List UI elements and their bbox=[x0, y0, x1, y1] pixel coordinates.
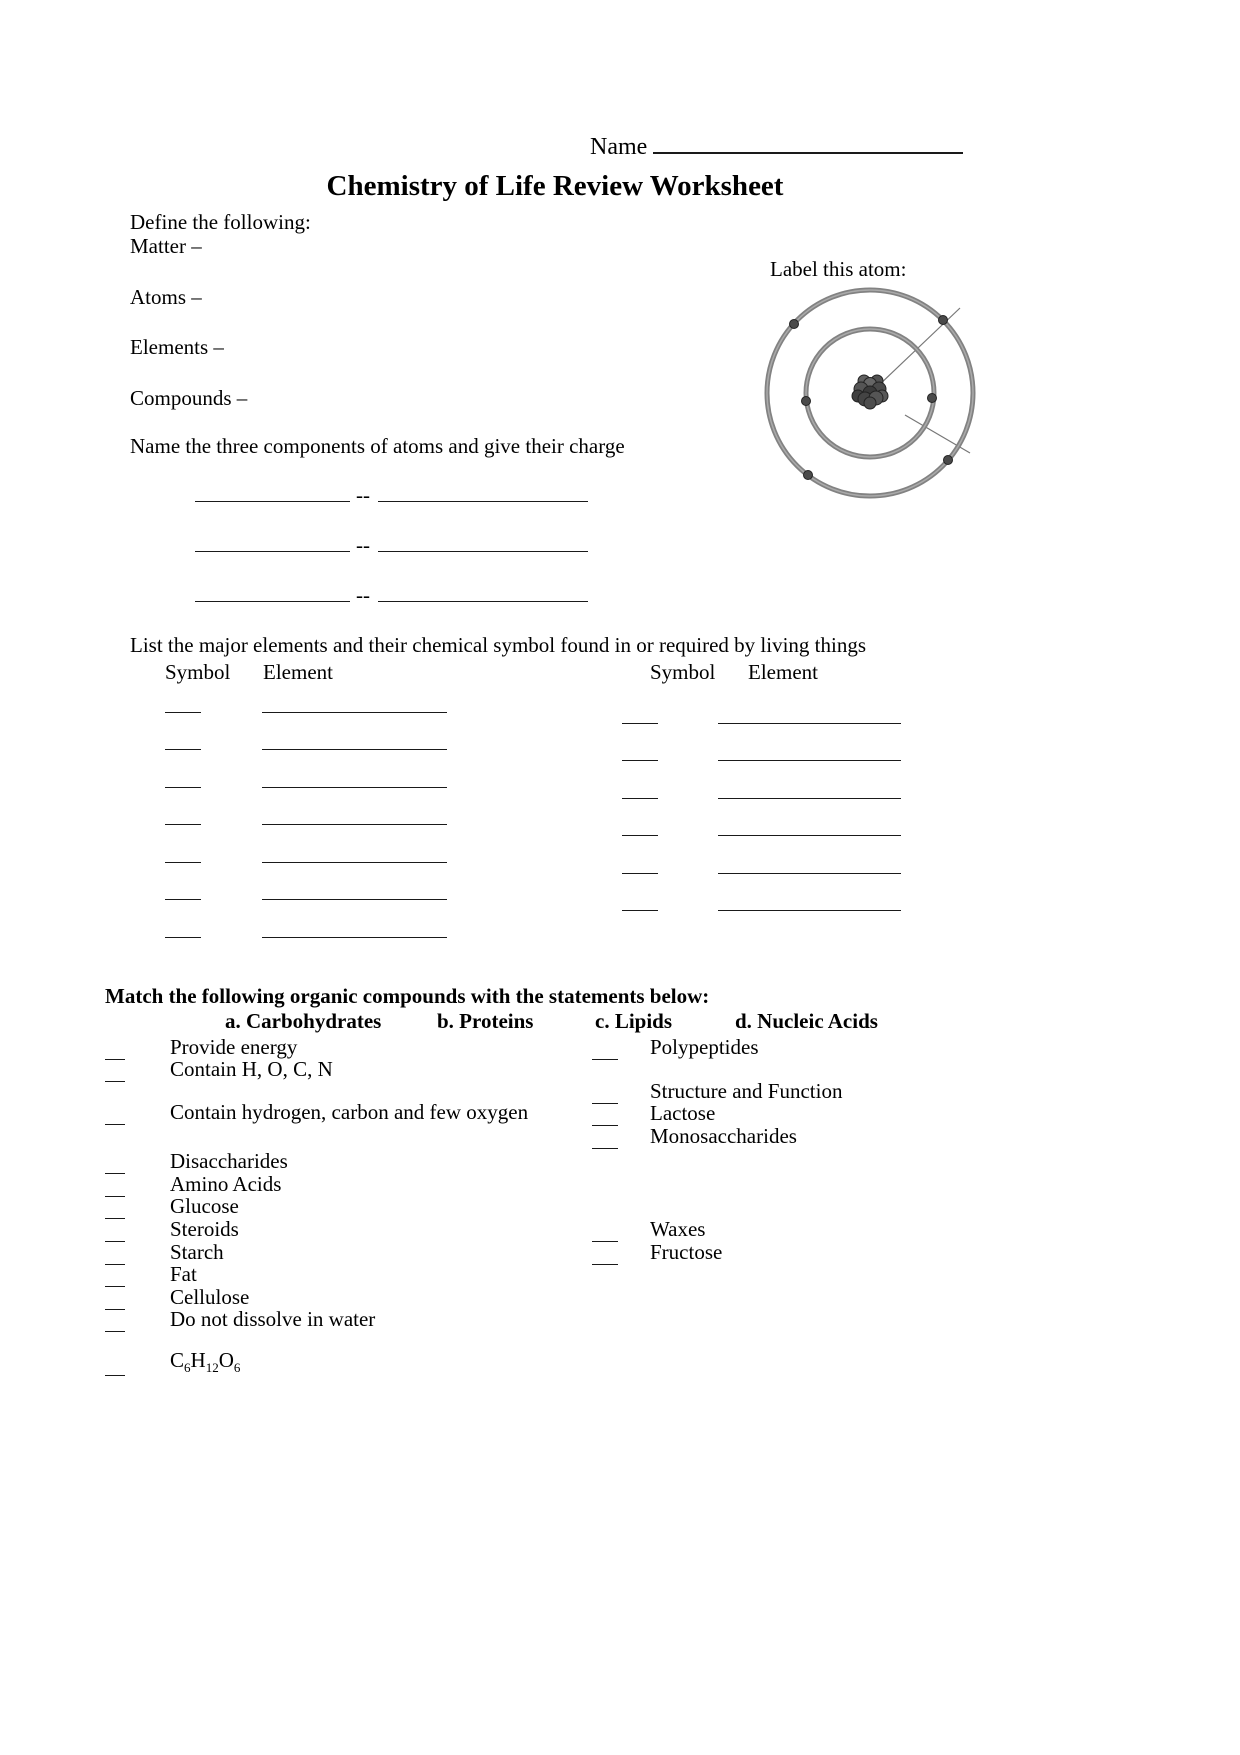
element-blank bbox=[262, 843, 447, 863]
element-header-right: Element bbox=[748, 660, 818, 684]
electron-inner-left bbox=[802, 397, 811, 406]
element-blank bbox=[718, 779, 901, 799]
match-item-label: Contain hydrogen, carbon and few oxygen bbox=[170, 1100, 529, 1124]
match-item-label: Polypeptides bbox=[650, 1035, 759, 1059]
name-label: Name bbox=[590, 134, 648, 160]
match-item bbox=[105, 1100, 528, 1125]
match-item-label: Monosaccharides bbox=[650, 1124, 797, 1148]
define-item-elements: Elements – bbox=[130, 335, 224, 359]
match-item bbox=[105, 1149, 288, 1174]
answer-blank bbox=[592, 1245, 618, 1265]
symbol-blank bbox=[165, 880, 201, 900]
match-option-a: a. Carbohydrates bbox=[225, 1009, 382, 1033]
element-row bbox=[622, 854, 901, 874]
match-item-formula bbox=[105, 1348, 240, 1376]
symbol-blank bbox=[165, 693, 201, 713]
element-blank bbox=[262, 730, 447, 750]
match-heading: Match the following organic compounds with the statements below: bbox=[105, 984, 710, 1008]
components-prompt: Name the three components of atoms and give their charge bbox=[130, 434, 625, 458]
match-option-b: b. Proteins bbox=[437, 1009, 534, 1033]
match-item-label: Lactose bbox=[650, 1101, 716, 1125]
component-name-blank bbox=[195, 582, 350, 602]
define-item-atoms: Atoms – bbox=[130, 285, 202, 309]
match-item-label: Steroids bbox=[170, 1217, 239, 1241]
define-heading: Define the following: bbox=[130, 210, 311, 234]
symbol-blank bbox=[622, 741, 658, 761]
element-blank bbox=[262, 768, 447, 788]
symbol-blank bbox=[622, 854, 658, 874]
element-row bbox=[165, 693, 447, 713]
page-title: Chemistry of Life Review Worksheet bbox=[326, 170, 784, 202]
match-item bbox=[105, 1057, 333, 1082]
match-item-label: Glucose bbox=[170, 1194, 239, 1218]
component-separator: -- bbox=[356, 483, 370, 507]
match-item bbox=[592, 1240, 722, 1265]
match-item-label: Fructose bbox=[650, 1240, 723, 1264]
symbol-blank bbox=[622, 779, 658, 799]
match-item-label: Contain H, O, C, N bbox=[170, 1057, 333, 1081]
formula-subscript: 6 bbox=[184, 1360, 191, 1376]
symbol-blank bbox=[165, 843, 201, 863]
element-row bbox=[622, 741, 901, 761]
component-name-blank bbox=[195, 532, 350, 552]
chemical-formula bbox=[170, 1348, 240, 1376]
component-charge-blank bbox=[378, 582, 588, 602]
electron-outer-bottomleft bbox=[804, 471, 813, 480]
match-item-label: Disaccharides bbox=[170, 1149, 288, 1173]
answer-blank bbox=[105, 1356, 125, 1376]
element-blank bbox=[718, 891, 901, 911]
formula-part: H bbox=[190, 1348, 206, 1372]
element-blank bbox=[262, 693, 447, 713]
atom-caption: Label this atom: bbox=[770, 257, 907, 281]
answer-blank bbox=[592, 1040, 618, 1060]
match-item bbox=[592, 1217, 705, 1242]
element-blank bbox=[718, 854, 901, 874]
electron-inner-right bbox=[928, 394, 937, 403]
symbol-blank bbox=[165, 730, 201, 750]
answer-blank bbox=[105, 1199, 125, 1219]
element-row bbox=[165, 843, 447, 863]
element-blank bbox=[262, 880, 447, 900]
formula-part: O bbox=[218, 1348, 234, 1372]
element-blank bbox=[262, 805, 447, 825]
component-line bbox=[195, 532, 588, 557]
element-row bbox=[622, 891, 901, 911]
match-item bbox=[592, 1124, 797, 1149]
answer-blank bbox=[592, 1222, 618, 1242]
element-row bbox=[165, 880, 447, 900]
answer-blank bbox=[592, 1106, 618, 1126]
component-separator: -- bbox=[356, 533, 370, 557]
formula-part: C bbox=[170, 1348, 185, 1372]
name-row bbox=[590, 128, 963, 161]
element-row bbox=[622, 816, 901, 836]
component-charge-blank bbox=[378, 482, 588, 502]
match-option-d: d. Nucleic Acids bbox=[735, 1009, 878, 1033]
match-item-label: Amino Acids bbox=[170, 1172, 282, 1196]
element-blank bbox=[718, 741, 901, 761]
match-item bbox=[105, 1262, 197, 1287]
symbol-blank bbox=[622, 891, 658, 911]
element-row bbox=[622, 704, 901, 724]
define-item-compounds: Compounds – bbox=[130, 386, 248, 410]
match-item bbox=[592, 1035, 759, 1060]
name-blank-line bbox=[653, 128, 963, 154]
component-name-blank bbox=[195, 482, 350, 502]
match-item-label: Waxes bbox=[650, 1217, 706, 1241]
element-blank bbox=[718, 816, 901, 836]
symbol-blank bbox=[622, 816, 658, 836]
answer-blank bbox=[105, 1105, 125, 1125]
match-item-label: Cellulose bbox=[170, 1285, 250, 1309]
electron-outer-bottomright bbox=[944, 456, 953, 465]
component-separator: -- bbox=[356, 583, 370, 607]
elements-prompt: List the major elements and their chemical symbol found in or required by living things bbox=[130, 633, 867, 657]
electron-outer-topright bbox=[939, 316, 948, 325]
match-item-label: Starch bbox=[170, 1240, 224, 1264]
match-item bbox=[105, 1217, 239, 1242]
element-header-left: Element bbox=[263, 660, 333, 684]
match-item bbox=[592, 1101, 715, 1126]
component-line bbox=[195, 582, 588, 607]
atom-diagram bbox=[755, 275, 985, 515]
answer-blank bbox=[105, 1154, 125, 1174]
answer-blank bbox=[105, 1267, 125, 1287]
answer-blank bbox=[105, 1312, 125, 1332]
match-item-label: Structure and Function bbox=[650, 1079, 843, 1103]
symbol-blank bbox=[622, 704, 658, 724]
match-item-label: Fat bbox=[170, 1262, 197, 1286]
match-item-label: Provide energy bbox=[170, 1035, 298, 1059]
define-item-matter: Matter – bbox=[130, 234, 202, 258]
element-blank bbox=[718, 704, 901, 724]
match-item bbox=[105, 1307, 375, 1332]
answer-blank bbox=[105, 1062, 125, 1082]
symbol-blank bbox=[165, 768, 201, 788]
element-row bbox=[165, 805, 447, 825]
element-blank bbox=[262, 918, 447, 938]
component-charge-blank bbox=[378, 532, 588, 552]
element-row bbox=[165, 918, 447, 938]
component-line bbox=[195, 482, 588, 507]
match-item-label: Do not dissolve in water bbox=[170, 1307, 376, 1331]
formula-subscript: 12 bbox=[205, 1360, 219, 1376]
symbol-header-left: Symbol bbox=[165, 660, 231, 684]
element-row bbox=[622, 779, 901, 799]
electron-outer-topleft bbox=[790, 320, 799, 329]
formula-subscript: 6 bbox=[233, 1360, 241, 1376]
symbol-blank bbox=[165, 918, 201, 938]
element-row bbox=[165, 730, 447, 750]
nucleus bbox=[852, 375, 888, 409]
answer-blank bbox=[105, 1222, 125, 1242]
element-row bbox=[165, 768, 447, 788]
match-item bbox=[105, 1194, 239, 1219]
symbol-blank bbox=[165, 805, 201, 825]
match-option-c: c. Lipids bbox=[595, 1009, 673, 1033]
symbol-header-right: Symbol bbox=[650, 660, 716, 684]
answer-blank bbox=[592, 1129, 618, 1149]
